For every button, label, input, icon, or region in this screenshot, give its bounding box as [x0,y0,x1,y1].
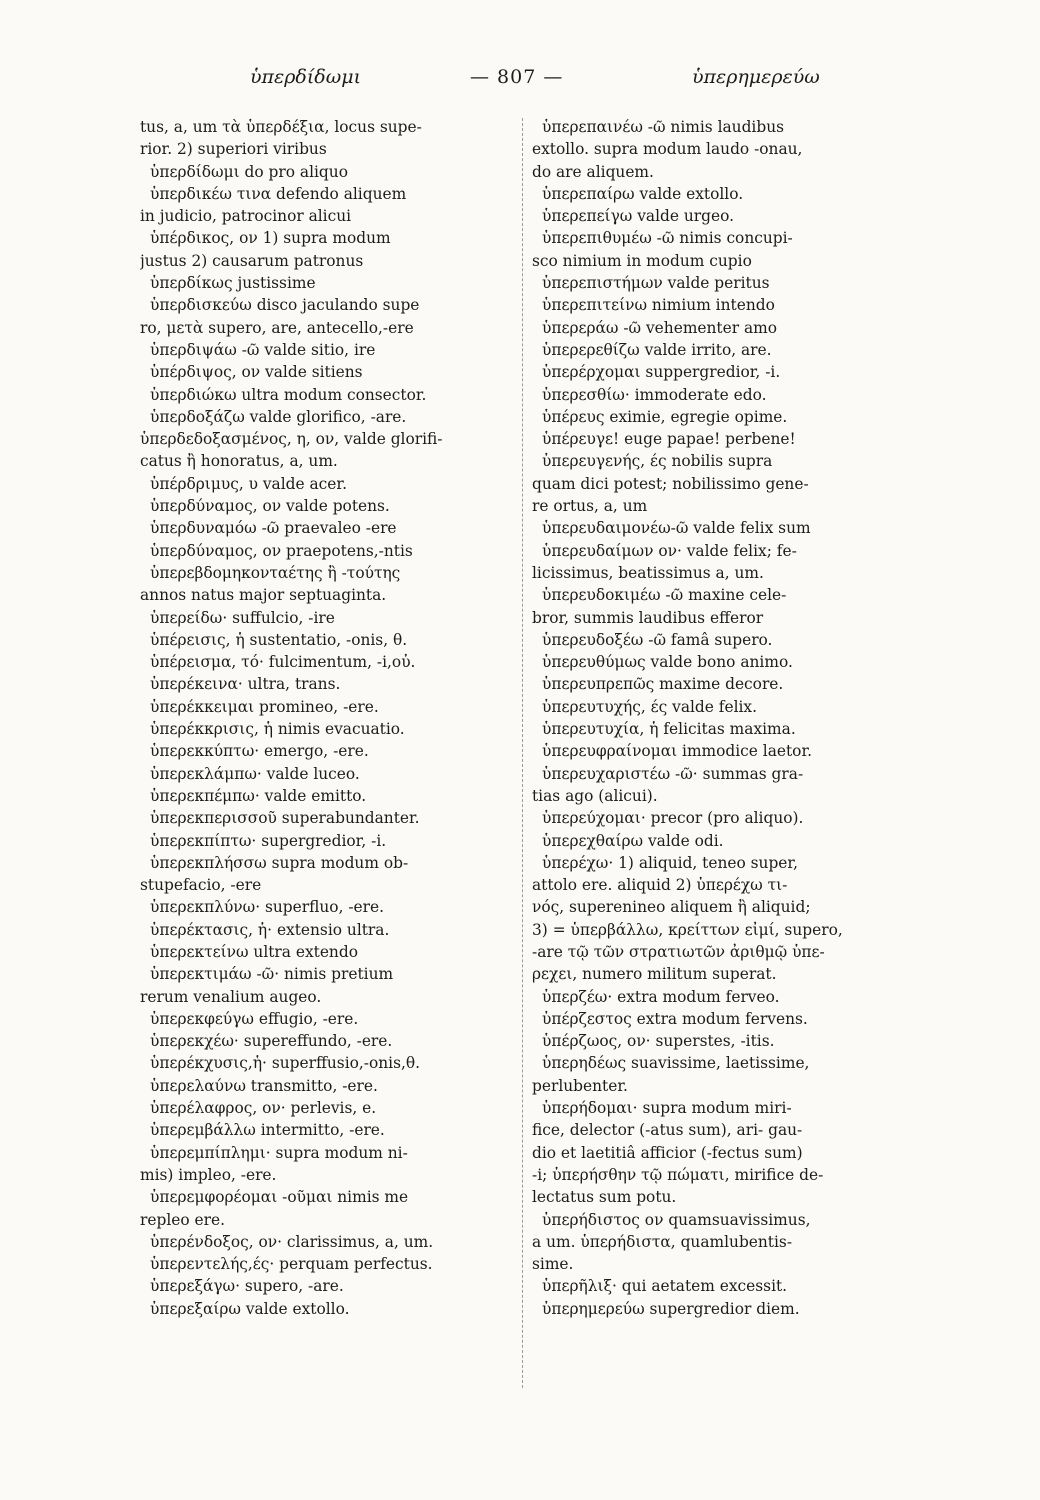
entry-line: ὑπέρευγε! euge papae! perbene! [542,430,796,449]
entry-line: ὑπερδισκεύω disco jaculando supe [150,296,420,315]
entry-line: ὑπερευδοξέω -ῶ famâ supero. [542,630,773,649]
entry-line: licissimus, beatissimus a, um. [532,563,764,582]
entry-line: ὑπερδεδοξασμένος, η, ον, valde glorifi- [140,430,443,449]
left-column [140,116,516,1320]
entry-line: ὑπερδοξάζω valde glorifico, -are. [150,407,407,426]
entry-line: a um. ὑπερήδιστα, quamlubentis- [532,1232,793,1251]
entry-line: ὑπερεξαίρω valde extollo. [150,1299,350,1318]
entry-line: justus 2) causarum patronus [140,251,364,270]
entry-line: mis) impleo, -ere. [140,1165,277,1184]
entry-line: ὑπερελαύνω transmitto, -ere. [150,1076,378,1095]
entry-line: ὑπερευδοκιμέω -ῶ maxine cele- [542,586,787,605]
entry-line: ὑπερευδαίμων ον· valde felix; fe- [542,541,797,560]
entry-line: ὑπερεπιτείνω nimium intendo [542,296,775,315]
entry-line: dio et laetitiâ afficior (-fectus sum) [532,1143,803,1162]
entry-line: ὑπερδίδωμι do pro aliquo [150,162,348,181]
entry-line: ὑπερδιώκω ultra modum consector. [150,385,427,404]
entry-line: ro, μετὰ supero, are, antecello,-ere [140,318,414,337]
entry-line: ὑπέρζωος, ον· superstes, -itis. [542,1032,775,1051]
entry-line: ὑπερδικέω τινα defendo aliquem [150,184,407,203]
entry-line: ὑπερεπείγω valde urgeo. [542,207,734,226]
page-number: — 807 — [470,66,564,88]
entry-line: in judicio, patrocinor alicui [140,207,352,226]
column-divider [522,118,523,1388]
entry-line: ὑπερεκπλήσσω supra modum ob- [150,853,409,872]
entry-line: ὑπερεκπίπτω· supergredior, -i. [150,831,387,850]
entry-line: ὑπερεύχομαι· precor (pro aliquo). [542,809,804,828]
entry-line: ὑπερδιψάω -ῶ valde sitio, ire [150,340,376,359]
entry-line: attolo ere. aliquid 2) ὑπερέχω τι- [532,876,788,895]
entry-line: ὑπερήδιστος ον quamsuavissimus, [542,1210,811,1229]
entry-line: bror, summis laudibus efferor [532,608,764,627]
entry-line: rior. 2) superiori viribus [140,140,327,159]
entry-line: ὑπερευπρεπῶς maxime decore. [542,675,784,694]
entry-line: ὑπερέχω· 1) aliquid, teneo super, [542,853,798,872]
entry-line: ὑπερεντελής,ές· perquam perfectus. [150,1255,433,1274]
entry-line: ὑπερεκκύπτω· emergo, -ere. [150,742,369,761]
entry-line: ὑπερεπιθυμέω -ῶ nimis concupi- [542,229,793,248]
entry-line: ὑπέρζεστος extra modum fervens. [542,1009,808,1028]
entry-line: -i; ὑπερήσθην τῷ πώματι, mirifice de- [532,1165,824,1184]
entry-line: ὑπερείδω· suffulcio, -ire [150,608,335,627]
entry-line: ὑπερεκτείνω ultra extendo [150,942,358,961]
page-header [0,66,1040,96]
right-column [532,116,912,1320]
entry-line: extollo. supra modum laudo -onau, [532,140,803,159]
entry-line: tias ago (alicui). [532,786,658,805]
entry-line: ὑπερεπιστήμων valde peritus [542,274,770,293]
entry-line: ὑπερεμβάλλω intermitto, -ere. [150,1121,385,1140]
entry-line: tus, a, um τὰ ὑπερδέξια, locus supe- [140,118,422,136]
entry-line: perlubenter. [532,1076,628,1095]
entry-line: ὑπερεμφορέομαι -οῦμαι nimis me [150,1188,409,1207]
entry-line: fice, delector (-atus sum), ari- gau- [532,1121,803,1140]
entry-line: ὑπερεκπλύνω· superfluo, -ere. [150,898,385,917]
entry-line: ὑπερηδέως suavissime, laetissime, [542,1054,810,1073]
entry-line: ὑπέρδριμυς, υ valde acer. [150,474,347,493]
entry-line: ὑπέρεισις, ἡ sustentatio, -onis, θ. [150,630,408,649]
entry-line: ὑπερέκχυσις,ἡ· superffusio,-onis,θ. [150,1054,421,1073]
entry-line: ὑπερέκτασις, ἡ· extensio ultra. [150,920,390,939]
entry-line: ὑπερζέω· extra modum ferveo. [542,987,780,1006]
entry-line: ὑπέρευς eximie, egregie opime. [542,407,788,426]
entry-line: ὑπερευτυχής, ές valde felix. [542,697,757,716]
entry-line: ὑπερεκφεύγω effugio, -ere. [150,1009,359,1028]
entry-line: ὑπερῆλιξ· qui aetatem excessit. [542,1277,788,1296]
entry-line: ὑπερεκλάμπω· valde luceo. [150,764,360,783]
entry-line: ὑπερημερεύω supergredior diem. [542,1299,800,1318]
entry-line: ὑπέρδικος, ον 1) supra modum [150,229,391,248]
entry-line: ὑπερεκπέμπω· valde emitto. [150,786,367,805]
entry-line: ὑπερεκτιμάω -ῶ· nimis pretium [150,965,394,984]
entry-line: ὑπερεξάγω· supero, -are. [150,1277,344,1296]
entry-line: quam dici potest; nobilissimo gene- [532,474,809,493]
entry-line: ὑπερεράω -ῶ vehementer amo [542,318,778,337]
entry-line: -are τῷ τῶν στρατιωτῶν ἀριθμῷ ὑπε- [532,942,825,961]
entry-line: ρεχει, numero militum superat. [532,965,777,984]
entry-line: ὑπερδίκως justissime [150,274,316,293]
entry-line: ὑπερερεθίζω valde irrito, are. [542,340,772,359]
entry-line: ὑπερευτυχία, ἡ felicitas maxima. [542,720,796,739]
entry-line: ὑπέρδιψος, ον valde sitiens [150,363,363,382]
entry-line: ὑπερεπαίρω valde extollo. [542,184,744,203]
entry-line: 3) = ὑπερβάλλω, κρείττων εἰμί, supero, [532,920,843,939]
entry-line: stupefacio, -ere [140,876,262,895]
header-first-entry: ὑπερδίδωμι [250,66,362,88]
entry-line: sco nimium in modum cupio [532,251,752,270]
entry-line: ὑπερευχαριστέω -ῶ· summas gra- [542,764,804,783]
entry-line: νός, superenineo aliquem ἢ aliquid; [532,898,811,917]
entry-line: lectatus sum potu. [532,1188,677,1207]
entry-line: ὑπερευφραίνομαι immodice laetor. [542,742,813,761]
entry-line: ὑπερήδομαι· supra modum miri- [542,1099,792,1118]
entry-line: ὑπερευθύμως valde bono animo. [542,653,793,672]
entry-line: ὑπερδύναμος, ον praepotens,-ntis [150,541,413,560]
entry-line: rerum venalium augeo. [140,987,322,1006]
entry-line: ὑπερδυναμόω -ῶ praevaleo -ere [150,519,397,538]
entry-line: ὑπερέκκειμαι promineo, -ere. [150,697,379,716]
entry-line: ὑπερεσθίω· immoderate edo. [542,385,767,404]
entry-line: ὑπερεμπίπλημι· supra modum ni- [150,1143,408,1162]
entry-line: ὑπερδύναμος, ον valde potens. [150,497,390,516]
entry-line: ὑπερέκκρισις, ἡ nimis evacuatio. [150,720,405,739]
entry-line: ὑπέρεισμα, τό· fulcimentum, -i,οὐ. [150,653,416,672]
entry-line: ὑπερευγενής, ές nobilis supra [542,452,773,471]
entry-line: ὑπερεκχέω· supereffundo, -ere. [150,1032,393,1051]
entry-line: ὑπερένδοξος, ον· clarissimus, a, um. [150,1232,434,1251]
entry-line: ὑπερέλαφρος, ον· perlevis, e. [150,1099,377,1118]
entry-line: ὑπερευδαιμονέω-ῶ valde felix sum [542,519,811,538]
entry-line: ὑπερεβδομηκονταέτης ἢ -τούτης [150,563,401,582]
header-last-entry: ὑπερημερεύω [692,66,820,88]
entry-line: do are aliquem. [532,162,654,181]
entry-line: annos natus major septuaginta. [140,586,387,605]
entry-line: repleo ere. [140,1210,225,1229]
entry-line: ὑπερέκεινα· ultra, trans. [150,675,341,694]
entry-line: catus ἢ honoratus, a, um. [140,452,338,471]
entry-line: ὑπερεχθαίρω valde odi. [542,831,724,850]
entry-line: ὑπερεπαινέω -ῶ nimis laudibus [542,118,785,136]
entry-line: re ortus, a, um [532,497,648,516]
entry-line: ὑπερεκπερισσοῦ superabundanter. [150,809,420,828]
entry-line: sime. [532,1255,574,1274]
entry-line: ὑπερέρχομαι suppergredior, -i. [542,363,781,382]
